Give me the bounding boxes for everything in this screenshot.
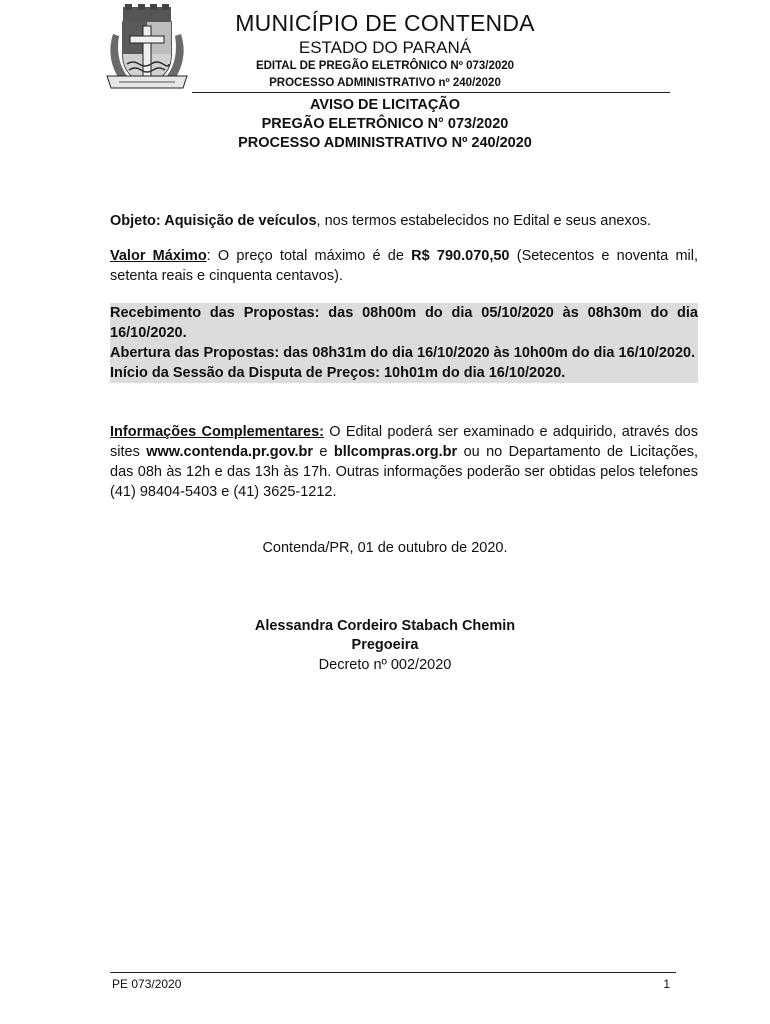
signer-decree: Decreto nº 002/2020	[318, 657, 452, 673]
state-name: ESTADO DO PARANÁ	[298, 38, 472, 57]
place-date: Contenda/PR, 01 de outubro de 2020.	[262, 540, 508, 556]
valor-label: Valor Máximo	[110, 248, 207, 264]
informacoes-label: Informações Complementares:	[110, 424, 324, 440]
informacoes-text1: O Edital poderá ser examinado e adquirido, através dos sites	[110, 424, 698, 460]
header-divider	[192, 92, 670, 93]
valor-amount: R$ 790.070,50	[411, 248, 510, 264]
processo-title: PROCESSO ADMINISTRATIVO Nº 240/2020	[238, 135, 532, 151]
informacoes-text2: e	[313, 444, 334, 460]
pregao-title: PREGÃO ELETRÔNICO N° 073/2020	[261, 116, 509, 132]
footer-reference: PE 073/2020	[112, 977, 182, 991]
municipality-name: MUNICÍPIO DE CONTENDA	[235, 10, 535, 36]
recebimento-propostas: Recebimento das Propostas: das 08h00m do dia 05/10/2020 às 08h30m do dia 16/10/2020.	[110, 305, 698, 341]
objeto-label: Objeto: Aquisição de veículos	[110, 213, 317, 229]
header-processo: PROCESSO ADMINISTRATIVO nº 240/2020	[269, 77, 501, 89]
site-bllcompras-link[interactable]: bllcompras.org.br	[333, 444, 458, 460]
valor-paragraph	[110, 246, 698, 286]
site-contenda-link[interactable]: www.contenda.pr.gov.br	[146, 444, 313, 460]
objeto-text: , nos termos estabelecidos no Edital e seus anexos.	[316, 213, 652, 229]
signer-name: Alessandra Cordeiro Stabach Chemin	[254, 618, 516, 634]
footer-divider	[110, 972, 676, 973]
header-edital: EDITAL DE PREGÃO ELETRÔNICO Nº 073/2020	[255, 60, 515, 72]
page-number: 1	[663, 977, 670, 991]
notice-title: AVISO DE LICITAÇÃO	[309, 97, 461, 113]
inicio-sessao: Início da Sessão da Disputa de Preços: 10h01m do dia 16/10/2020.	[110, 365, 566, 381]
informacoes-paragraph	[110, 422, 698, 502]
abertura-propostas: Abertura das Propostas: das 08h31m do dia 16/10/2020 às 10h00m do dia 16/10/2020.	[110, 345, 696, 361]
objeto-paragraph	[110, 211, 698, 231]
valor-text-after: (Setecentos e noventa mil, setenta reais e cinquenta centavos).	[110, 248, 698, 284]
signer-role: Pregoeira	[351, 637, 419, 653]
informacoes-text3: ou no Departamento de Licitações, das 08h às 12h e das 13h às 17h. Outras informações poderão ser obtidas pelos telefones (41) 98404-5403 e (41) 3625-1212.	[110, 444, 699, 500]
valor-text-before: : O preço total máximo é de	[206, 248, 412, 264]
deadlines-block	[110, 303, 698, 383]
